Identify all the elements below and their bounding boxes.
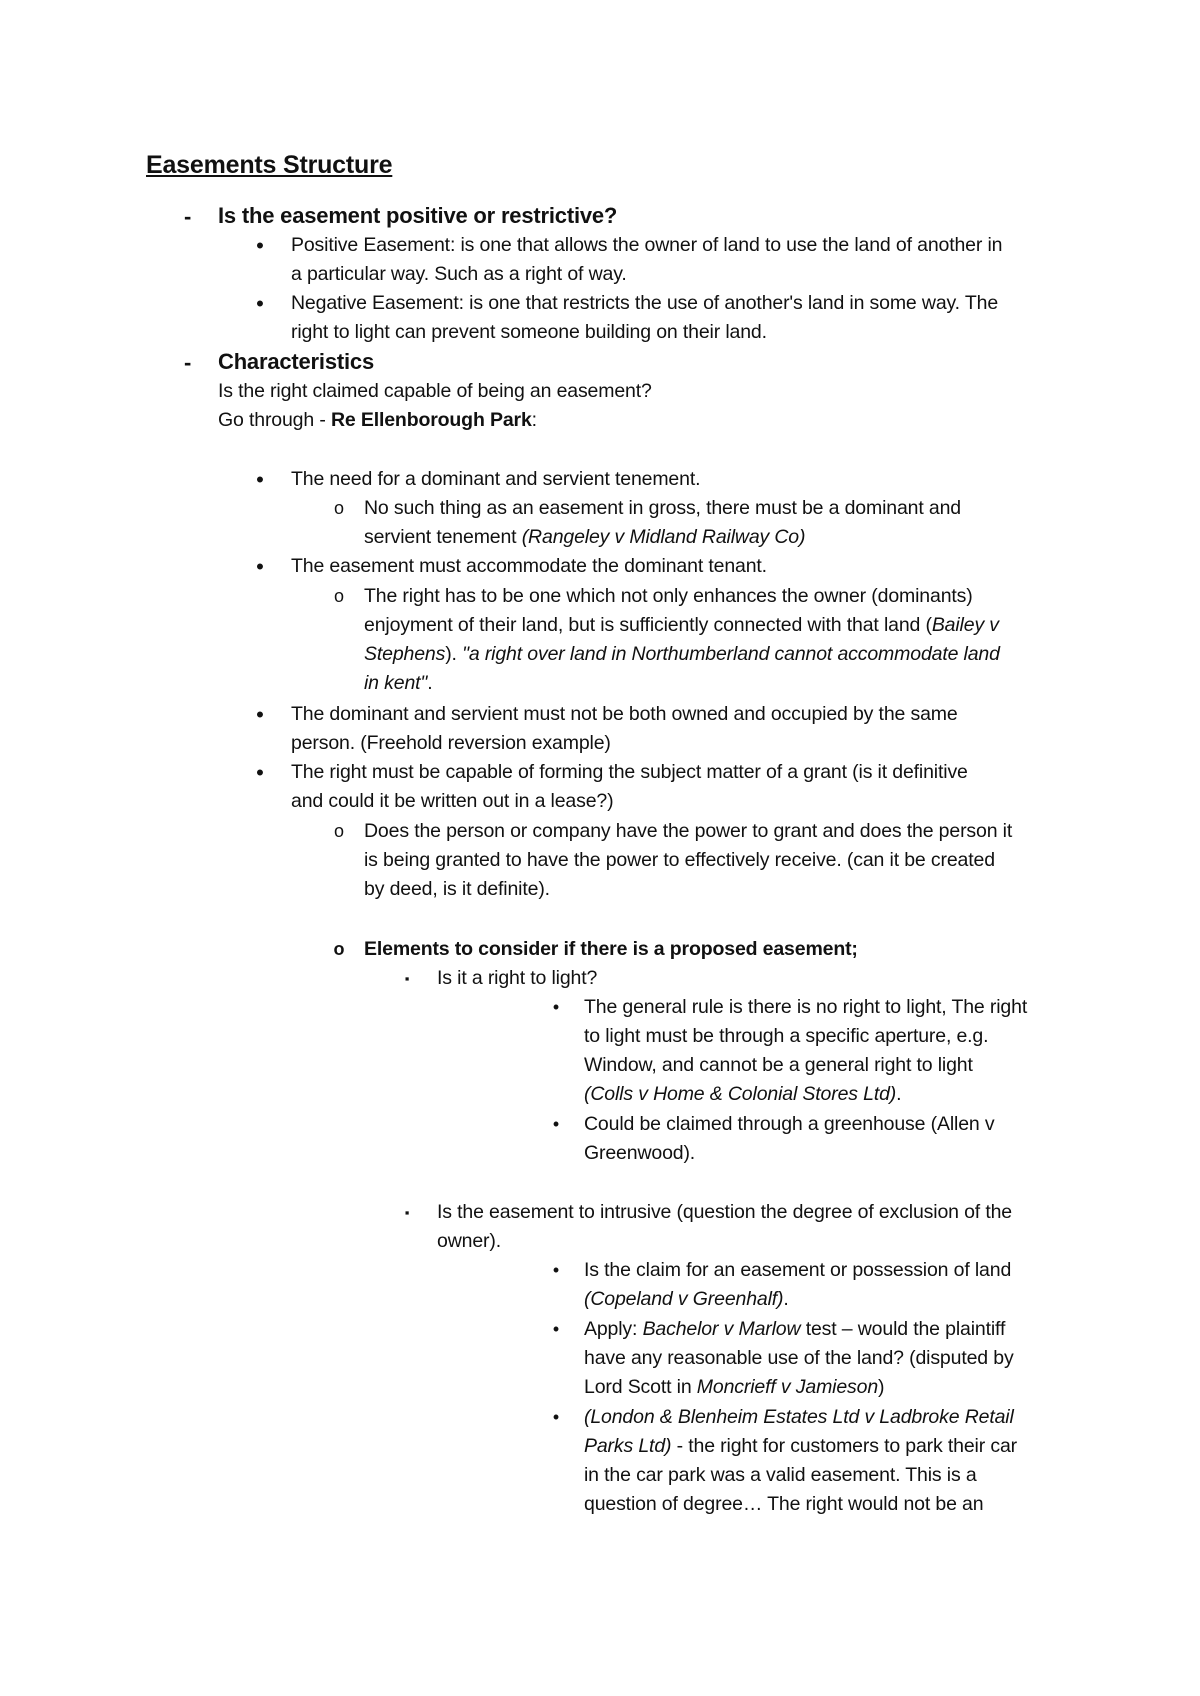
london-blenheim-line-4: question of degree… The right would not be an [584, 1493, 984, 1515]
light-rule-line-4: (Colls v Home & Colonial Stores Ltd). [584, 1083, 902, 1105]
london-blenheim-line-1: (London & Blenheim Estates Ltd v Ladbroke Retail [584, 1406, 1014, 1428]
intrusive-line-1: Is the easement to intrusive (question the degree of exclusion of the [437, 1201, 1013, 1223]
possession-line-1: Is the claim for an easement or possession of land [584, 1259, 1012, 1281]
owned-occupied-line-1: The dominant and servient must not be both owned and occupied by the same [291, 703, 958, 725]
grant-sub-line-2: is being granted to have the power to effectively receive. (can it be created [364, 849, 995, 871]
point-bullet-icon: • [552, 997, 560, 1017]
section-heading-positive-restrictive: Is the easement positive or restrictive? [218, 203, 618, 228]
intrusive-line-2: owner). [437, 1230, 501, 1252]
light-rule-line-2: to light must be through a specific aperture, e.g. [584, 1025, 989, 1047]
sub-bullet-icon: o [333, 939, 345, 959]
accommodate-bullet: The easement must accommodate the dominant tenant. [291, 555, 767, 577]
bachelor-test-line-1: Apply: Bachelor v Marlow test – would the plaintiff [584, 1318, 1006, 1340]
sub-bullet-icon: o [333, 821, 344, 841]
easement-in-gross-line-1: No such thing as an easement in gross, there must be a dominant and [364, 497, 961, 519]
negative-easement-line-2: right to light can prevent someone building on their land. [291, 321, 767, 343]
grant-sub-line-3: by deed, is it definite). [364, 878, 550, 900]
characteristics-go-through: Go through - Re Ellenborough Park: [218, 409, 537, 431]
point-bullet-icon: • [552, 1260, 560, 1280]
bachelor-test-line-3: Lord Scott in Moncrieff v Jamieson) [584, 1376, 885, 1398]
light-rule-line-1: The general rule is there is no right to light, The right [584, 996, 1028, 1018]
owned-occupied-line-2: person. (Freehold reversion example) [291, 732, 611, 754]
square-bullet-icon: ▪ [404, 1205, 410, 1220]
bullet-icon: • [256, 233, 264, 258]
section-dash: - [184, 350, 192, 375]
grant-sub-line-1: Does the person or company have the power to grant and does the person it [364, 820, 1013, 842]
accommodate-sub-line-2: enjoyment of their land, but is sufficiently connected with that land (Bailey v [364, 614, 999, 636]
characteristics-intro: Is the right claimed capable of being an easement? [218, 380, 652, 402]
dominant-servient-bullet: The need for a dominant and servient tenement. [291, 468, 701, 490]
bullet-icon: • [256, 467, 264, 492]
accommodate-sub-line-4: in kent". [364, 672, 433, 694]
elements-heading: Elements to consider if there is a proposed easement; [364, 938, 858, 960]
positive-easement-line-1: Positive Easement: is one that allows the owner of land to use the land of another in [291, 234, 1003, 256]
grant-line-1: The right must be capable of forming the subject matter of a grant (is it definitive [291, 761, 968, 783]
bullet-icon: • [256, 760, 264, 785]
negative-easement-line-1: Negative Easement: is one that restricts the use of another's land in some way. The [291, 292, 999, 314]
accommodate-sub-line-1: The right has to be one which not only enhances the owner (dominants) [364, 585, 973, 607]
point-bullet-icon: • [552, 1114, 560, 1134]
square-bullet-icon: ▪ [404, 971, 410, 986]
greenhouse-line-2: Greenwood). [584, 1142, 696, 1164]
grant-line-2: and could it be written out in a lease?) [291, 790, 614, 812]
accommodate-sub-line-3: Stephens). "a right over land in Northumberland cannot accommodate land [364, 643, 1000, 665]
possession-line-2: (Copeland v Greenhalf). [584, 1288, 789, 1310]
sub-bullet-icon: o [333, 498, 344, 518]
bullet-icon: • [256, 554, 264, 579]
greenhouse-line-1: Could be claimed through a greenhouse (Allen v [584, 1113, 995, 1135]
london-blenheim-line-2: Parks Ltd) - the right for customers to park their car [584, 1435, 1017, 1457]
sub-bullet-icon: o [333, 586, 344, 606]
bullet-icon: • [256, 702, 264, 727]
london-blenheim-line-3: in the car park was a valid easement. This is a [584, 1464, 977, 1486]
section-dash: - [184, 204, 192, 229]
bullet-icon: • [256, 291, 264, 316]
light-rule-line-3: Window, and cannot be a general right to light [584, 1054, 973, 1076]
bachelor-test-line-2: have any reasonable use of the land? (disputed by [584, 1347, 1014, 1369]
point-bullet-icon: • [552, 1319, 560, 1339]
right-to-light-question: Is it a right to light? [437, 967, 598, 989]
positive-easement-line-2: a particular way. Such as a right of way. [291, 263, 627, 285]
easement-in-gross-line-2: servient tenement (Rangeley v Midland Railway Co) [364, 526, 806, 548]
section-heading-characteristics: Characteristics [218, 349, 374, 374]
point-bullet-icon: • [552, 1407, 560, 1427]
document-title: Easements Structure [146, 151, 393, 179]
